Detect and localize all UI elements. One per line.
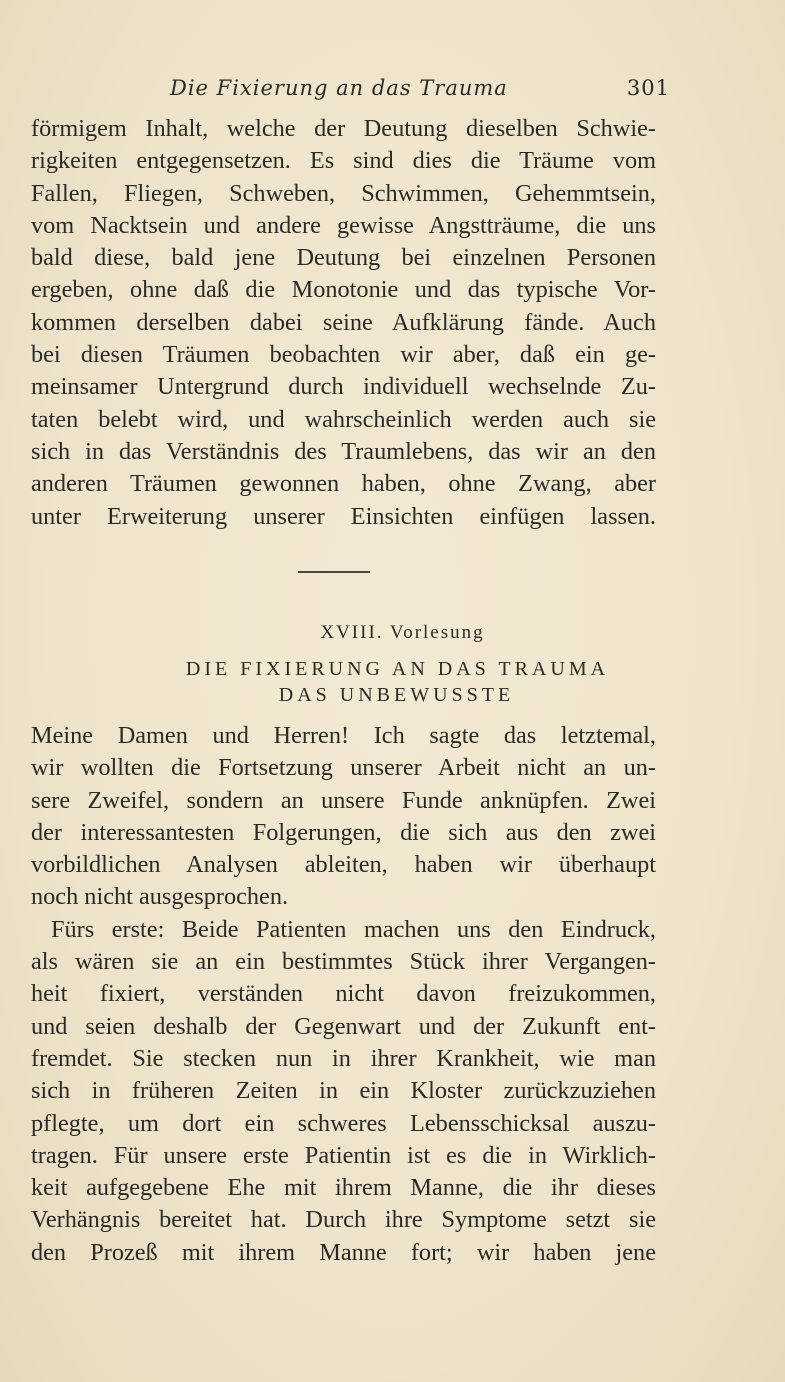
text-line: Fallen, Fliegen, Schweben, Schwimmen, Gehemmtsein, <box>31 179 656 207</box>
text-line: als wären sie an ein bestimmtes Stück ihrer Vergangen- <box>31 948 656 976</box>
lecture-number: XVIII. Vorlesung <box>320 622 485 643</box>
text-line: vorbildlichen Analysen ableiten, haben wir überhaupt <box>31 851 656 879</box>
text-line: anderen Träumen gewonnen haben, ohne Zwang, aber <box>31 470 656 498</box>
text-line: Fürs erste: Beide Patienten machen uns den Eindruck, <box>51 915 656 943</box>
text-line: sere Zweifel, sondern an unsere Funde anknüpfen. Zwei <box>31 786 656 814</box>
page-number: 301 <box>626 76 670 100</box>
section-divider <box>298 571 370 573</box>
text-line: Meine Damen und Herren! Ich sagte das letztemal, <box>31 722 656 749</box>
running-header <box>160 74 670 106</box>
continued-paragraph <box>31 113 656 533</box>
text-line: unter Erweiterung unserer Einsichten einfügen lassen. <box>31 502 656 530</box>
text-line: den Prozeß mit ihrem Manne fort; wir haben jene <box>31 1238 656 1266</box>
chapter-title-line-2: DAS UNBEWUSSTE <box>278 684 515 706</box>
running-head-title: Die Fixierung an das Trauma <box>170 76 508 100</box>
text-line: förmigem Inhalt, welche der Deutung dieselben Schwie- <box>31 115 656 142</box>
text-line: noch nicht ausgesprochen. <box>31 883 289 911</box>
text-line: pflegte, um dort ein schweres Lebensschicksal auszu- <box>31 1109 656 1137</box>
text-line: sich in das Verständnis des Traumlebens, das wir an den <box>31 437 656 465</box>
text-line: meinsamer Untergrund durch individuell wechselnde Zu- <box>31 373 656 401</box>
text-line: der interessantesten Folgerungen, die sich aus den zwei <box>31 818 656 846</box>
text-line: tragen. Für unsere erste Patientin ist es die in Wirklich- <box>31 1141 656 1169</box>
text-line: taten belebt wird, und wahrscheinlich werden auch sie <box>31 405 656 433</box>
text-line: sich in früheren Zeiten in ein Kloster zurückzuziehen <box>31 1077 656 1105</box>
text-line: vom Nacktsein und andere gewisse Angstträume, die uns <box>31 211 656 239</box>
text-line: Verhängnis bereitet hat. Durch ihre Symptome setzt sie <box>31 1206 656 1234</box>
text-line: keit aufgegebene Ehe mit ihrem Manne, die ihr dieses <box>31 1174 656 1202</box>
text-line: bei diesen Träumen beobachten wir aber, daß ein ge- <box>31 341 656 369</box>
text-line: ergeben, ohne daß die Monotonie und das typische Vor- <box>31 276 656 304</box>
text-line: wir wollten die Fortsetzung unserer Arbeit nicht an un- <box>31 754 656 782</box>
lecture-body <box>31 720 656 1269</box>
text-line: und seien deshalb der Gegenwart und der Zukunft ent- <box>31 1012 656 1040</box>
text-line: kommen derselben dabei seine Aufklärung fände. Auch <box>31 308 656 336</box>
text-line: heit fixiert, verständen nicht davon freizukommen, <box>31 980 656 1008</box>
text-line: fremdet. Sie stecken nun in ihrer Krankheit, wie man <box>31 1044 656 1072</box>
text-line: bald diese, bald jene Deutung bei einzelnen Personen <box>31 244 656 272</box>
chapter-title-line-1: DIE FIXIERUNG AN DAS TRAUMA <box>185 658 610 680</box>
text-line: rigkeiten entgegensetzen. Es sind dies die Träume vom <box>31 147 656 175</box>
